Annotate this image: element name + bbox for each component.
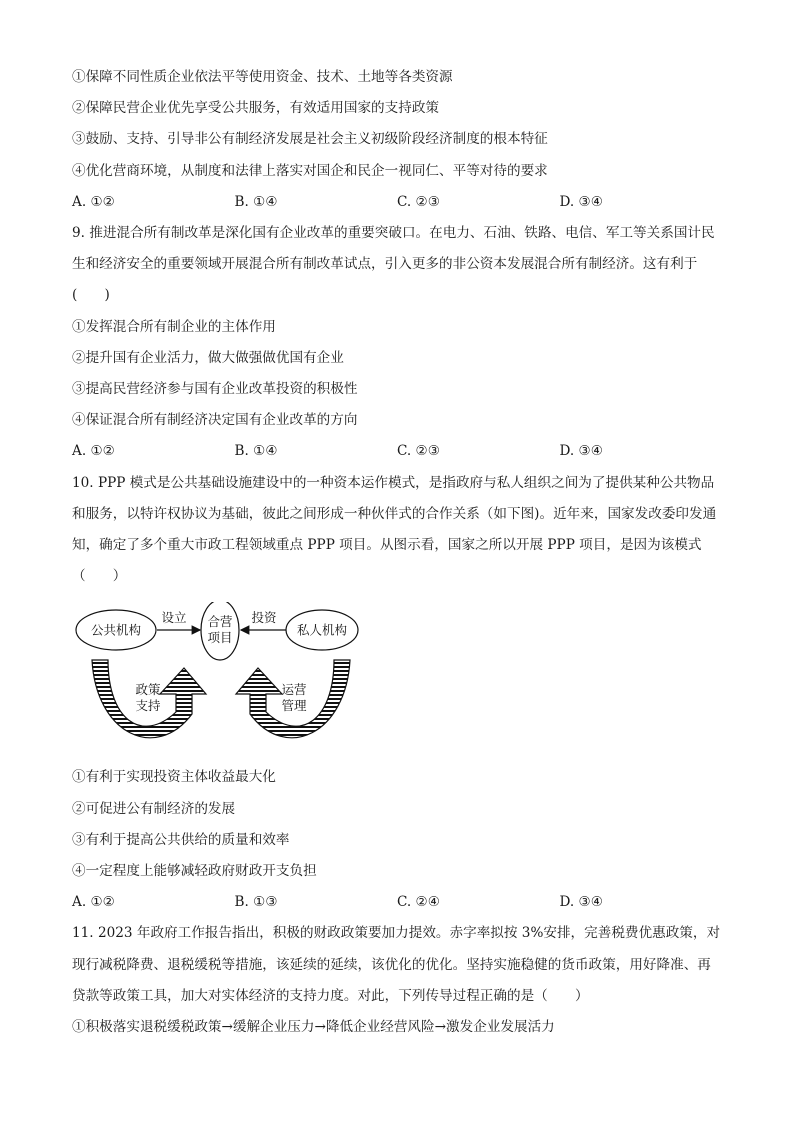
q9-choice-d[interactable]: D. ③④: [559, 443, 603, 460]
q11-stem: 11. 2023 年政府工作报告指出，积极的财政政策要加力提效。赤字率拟按 3%安排，完善税费优惠政策，对现行减税降费、退税缓税等措施，该延续的延续，该优化的优化。坚持实施稳健的货币政策，用好降准、再贷款等政策工具，加大对实体经济的支持力度。对此，下列传导过程正确的是（ ）: [72, 925, 721, 1004]
q8-option-4: ④优化营商环境，从制度和法律上落实对国企和民企一视同仁、平等对待的要求: [72, 162, 548, 179]
invest-label: 投资: [251, 610, 277, 626]
q8-option-2: ②保障民营企业优先享受公共服务，有效适用国家的支持政策: [72, 100, 440, 117]
q9-option-3: ③提高民营经济参与国有企业改革投资的积极性: [72, 381, 358, 398]
ppp-diagram-svg: [72, 602, 372, 758]
ppp-diagram: [72, 602, 372, 758]
q8-option-1: ①保障不同性质企业依法平等使用资金、技术、土地等各类资源: [72, 69, 453, 85]
q9-option-4: ④保证混合所有制经济决定国有企业改革的方向: [72, 412, 358, 429]
policy-label-line1: 政策: [135, 682, 161, 698]
project-label-line2: 项目: [207, 630, 233, 646]
ops-label-line1: 运营: [281, 682, 307, 698]
q10-option-2: ②可促进公有制经济的发展: [72, 800, 236, 817]
q8-choice-b[interactable]: B. ①④: [234, 193, 278, 210]
q8-choice-d[interactable]: D. ③④: [559, 193, 603, 210]
q11-option-1: ①积极落实退税缓税政策→缓解企业压力→降低企业经营风险→激发企业发展活力: [72, 1019, 555, 1036]
q9-choice-c[interactable]: C. ②③: [397, 443, 440, 460]
private-org-label: 私人机构: [296, 622, 348, 638]
q8-option-3: ③鼓励、支持、引导非公有制经济发展是社会主义初级阶段经济制度的根本特征: [72, 131, 548, 148]
q9-choice-b[interactable]: B. ①④: [234, 443, 278, 460]
q10-option-4: ④一定程度上能够减轻政府财政开支负担: [72, 863, 317, 880]
q9-option-1: ①发挥混合所有制企业的主体作用: [72, 318, 276, 335]
setup-label: 设立: [161, 610, 187, 626]
ops-label-line2: 管理: [281, 698, 307, 714]
q9-stem: 9. 推进混合所有制改革是深化国有企业改革的重要突破口。在电力、石油、铁路、电信、军工等关系国计民生和经济安全的重要领域开展混合所有制改革试点，引入更多的非公资本发展混合所有制经济。这有利于( ): [72, 225, 715, 304]
q8-choice-a[interactable]: A. ①②: [72, 193, 115, 210]
q10-stem: 10. PPP 模式是公共基础设施建设中的一种资本运作模式，是指政府与私人组织之间为了提供某种公共物品和服务，以特许权协议为基础，彼此之间形成一种伙伴式的合作关系（如下图)。近年来，国家发改委印发通知，确定了多个重大市政工程领域重点 PPP 项目。从图示看，国家之所以开展 PPP 项目，是因为该模式（ ）: [72, 474, 717, 585]
q10-choice-b[interactable]: B. ①③: [234, 894, 278, 911]
q9-choices: [72, 436, 722, 467]
public-org-label: 公共机构: [90, 622, 142, 638]
project-label-line1: 合营: [207, 614, 233, 630]
policy-label-line2: 支持: [135, 698, 161, 714]
q10-option-3: ③有利于提高公共供给的质量和效率: [72, 831, 290, 848]
q8-choices: [72, 187, 722, 218]
q10-choices: [72, 887, 722, 918]
q10-option-1: ①有利于实现投资主体收益最大化: [72, 769, 276, 786]
q8-choice-c[interactable]: C. ②③: [397, 193, 440, 210]
q9-choice-a[interactable]: A. ①②: [72, 443, 115, 460]
exam-page: [72, 62, 722, 1043]
q9-option-2: ②提升国有企业活力，做大做强做优国有企业: [72, 349, 344, 366]
q10-choice-a[interactable]: A. ①②: [72, 894, 115, 911]
q10-choice-c[interactable]: C. ②④: [397, 894, 440, 911]
q10-choice-d[interactable]: D. ③④: [559, 894, 603, 911]
